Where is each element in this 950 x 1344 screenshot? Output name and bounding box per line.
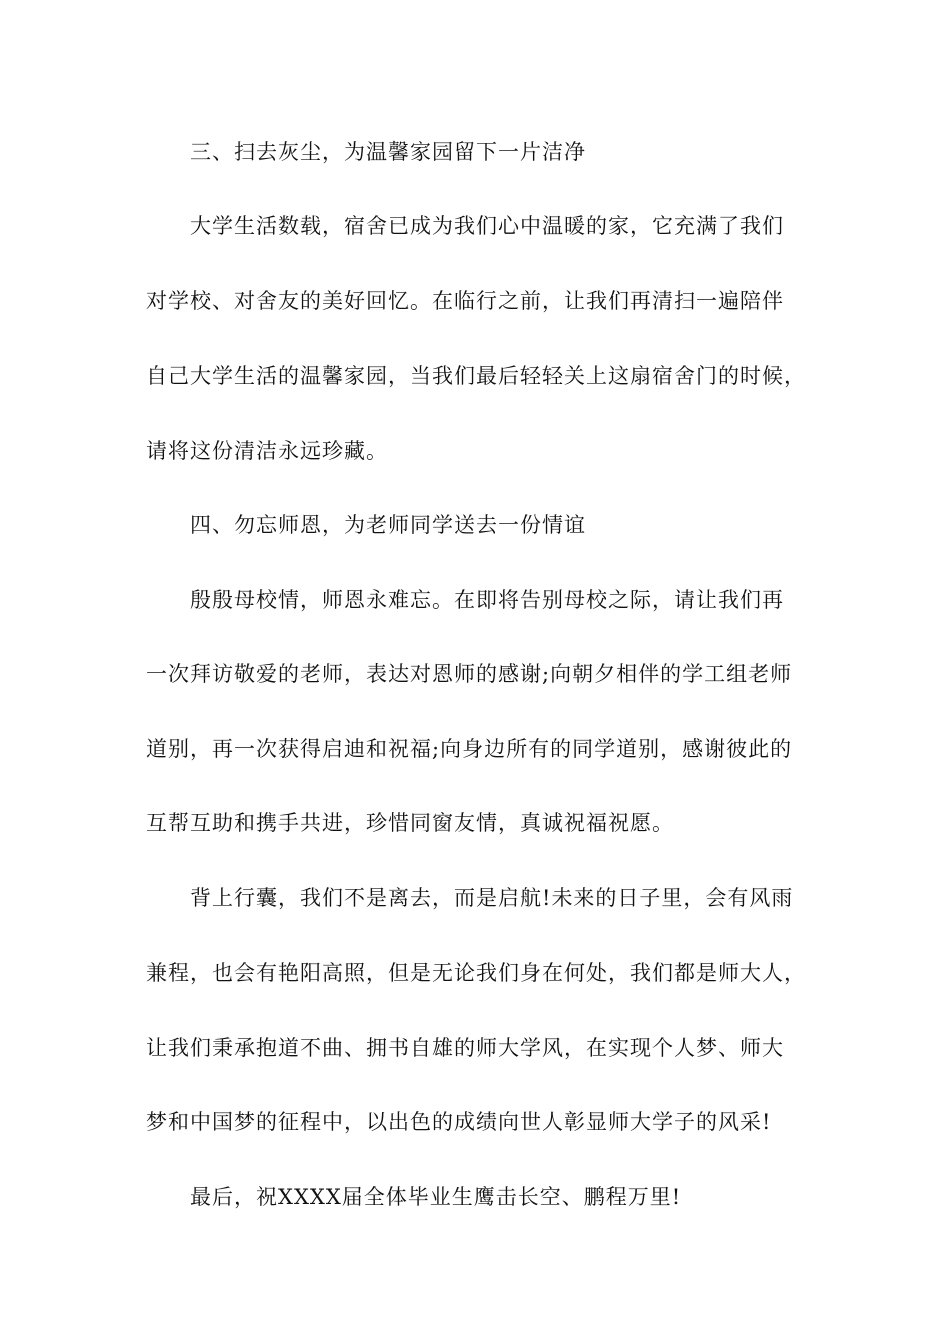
section-heading-3: 三、扫去灰尘，为温馨家园留下一片洁净 [190,140,586,164]
paragraph-line: 梦和中国梦的征程中，以出色的成绩向世人彰显师大学子的风采! [146,1110,772,1134]
paragraph-line: 背上行囊，我们不是离去，而是启航!未来的日子里，会有风雨 [190,886,794,910]
paragraph-line: 互帮互助和携手共进，珍惜同窗友情，真诚祝福祝愿。 [146,811,674,835]
paragraph-line: 道别，再一次获得启迪和祝福;向身边所有的同学道别，感谢彼此的 [146,737,793,761]
paragraph-line: 殷殷母校情，师恩永难忘。在即将告别母校之际，请让我们再 [190,588,784,612]
paragraph-line: 兼程，也会有艳阳高照，但是无论我们身在何处，我们都是师大人， [146,961,806,985]
paragraph-line: 让我们秉承抱道不曲、拥书自雄的师大学风，在实现个人梦、师大 [146,1036,784,1060]
section-heading-4: 四、勿忘师恩，为老师同学送去一份情谊 [190,513,586,537]
paragraph-line: 对学校、对舍友的美好回忆。在临行之前，让我们再清扫一遍陪伴 [146,289,784,313]
paragraph-line: 自己大学生活的温馨家园，当我们最后轻轻关上这扇宿舍门的时候， [146,364,806,388]
paragraph-line: 大学生活数载，宿舍已成为我们心中温暖的家，它充满了我们 [190,214,784,238]
paragraph-line: 请将这份清洁永远珍藏。 [146,439,388,463]
paragraph-line: 一次拜访敬爱的老师，表达对恩师的感谢;向朝夕相伴的学工组老师 [146,662,793,686]
closing-line: 最后，祝XXXX届全体毕业生鹰击长空、鹏程万里! [190,1185,682,1209]
